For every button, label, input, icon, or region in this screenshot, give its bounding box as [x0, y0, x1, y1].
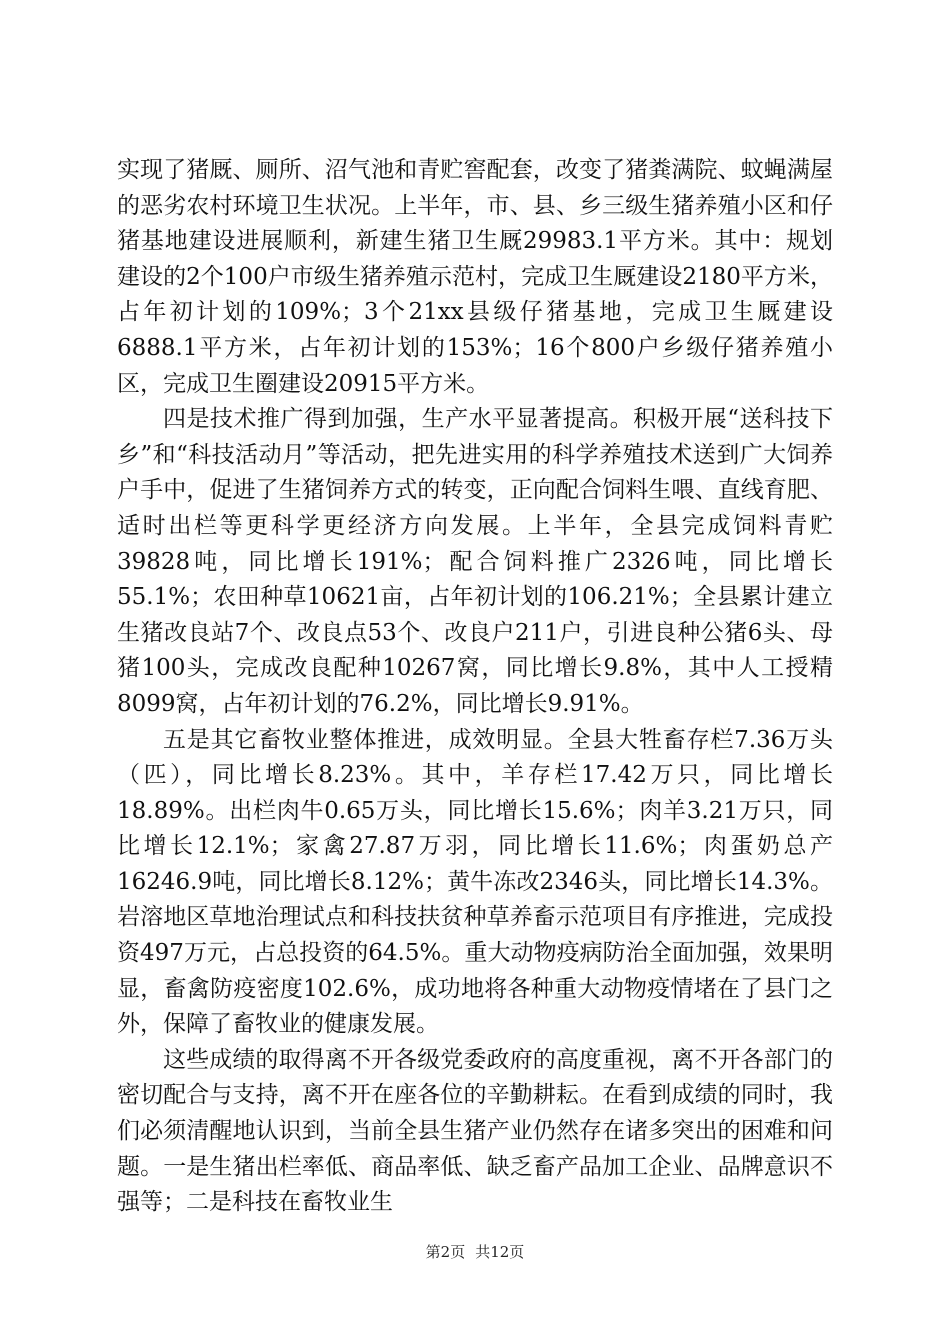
document-body — [117, 153, 833, 1221]
page-total: 共12页 — [475, 1243, 525, 1261]
paragraph-technology-promotion: 四是技术推广得到加强，生产水平显著提高。积极开展“送科技下乡”和“科技活动月”等活动，把先进实用的科学养殖技术送到广大饲养户手中，促进了生猪饲养方式的转变，正向配合饲料生喂、直线育肥、适时出栏等更科学更经济方向发展。上半年，全县完成饲料青贮39828吨，同比增长191%；配合饲料推广2326吨，同比增长55.1%；农田种草10621亩，占年初计划的106.21%；全县累计建立生猪改良站7个、改良点53个、改良户211户，引进良种公猪6头、母猪100头，完成改良配种10267窝，同比增长9.8%，其中人工授精8099窝，占年初计划的76.2%，同比增长9.91%。 — [117, 406, 833, 717]
page-footer — [0, 1242, 950, 1262]
paragraph-other-livestock: 五是其它畜牧业整体推进，成效明显。全县大牲畜存栏7.36万头（匹），同比增长8.23%。其中，羊存栏17.42万只，同比增长18.89%。出栏肉牛0.65万头，同比增长15.6%；肉羊3.21万只，同比增长12.1%；家禽27.87万羽，同比增长11.6%；肉蛋奶总产16246.9吨，同比增长8.12%；黄牛冻改2346头，同比增长14.3%。岩溶地区草地治理试点和科技扶贫种草养畜示范项目有序推进，完成投资497万元，占总投资的64.5%。重大动物疫病防治全面加强，效果明显，畜禽防疫密度102.6%，成功地将各种重大动物疫情堵在了县门之外，保障了畜牧业的健康发展。 — [117, 726, 833, 1038]
page-number: 第2页 — [425, 1243, 466, 1261]
paragraph-achievements-problems: 这些成绩的取得离不开各级党委政府的高度重视，离不开各部门的密切配合与支持，离不开在座各位的辛勤耕耘。在看到成绩的同时，我们必须清醒地认识到，当前全县生猪产业仍然存在诸多突出的困难和问题。一是生猪出栏率低、商品率低、缺乏畜产品加工企业、品牌意识不强等；二是科技在畜牧业生 — [117, 1046, 833, 1216]
paragraph-continuation: 实现了猪厩、厕所、沼气池和青贮窖配套，改变了猪粪满院、蚊蝇满屋的恶劣农村环境卫生状况。上半年，市、县、乡三级生猪养殖小区和仔猪基地建设进展顺利，新建生猪卫生厩29983.1平方米。其中：规划建设的2个100户市级生猪养殖示范村，完成卫生厩建设2180平方米，占年初计划的109%；3个21xx县级仔猪基地，完成卫生厩建设6888.1平方米，占年初计划的153%；16个800户乡级仔猪养殖小区，完成卫生圈建设20915平方米。 — [117, 157, 833, 397]
